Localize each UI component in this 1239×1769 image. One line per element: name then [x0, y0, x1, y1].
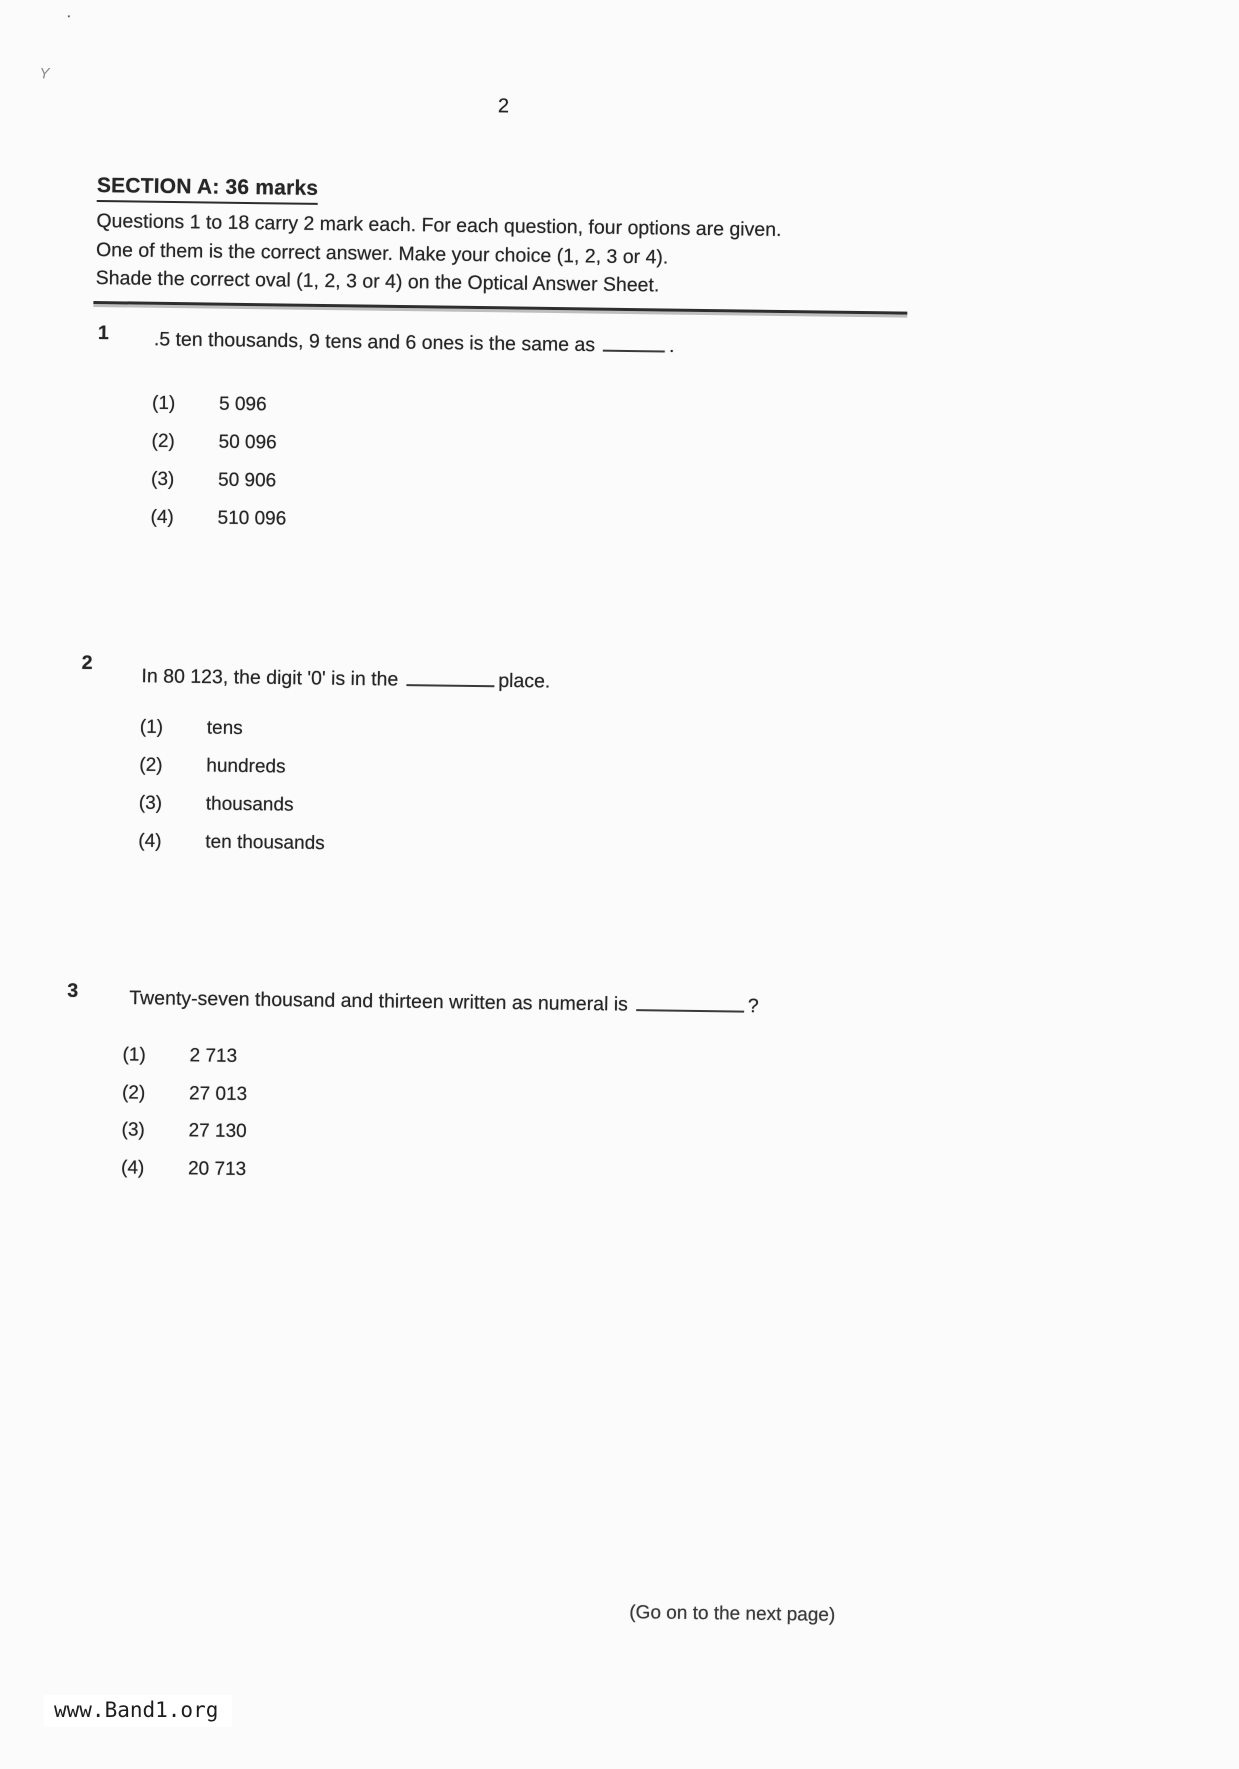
option-value: thousands: [205, 793, 294, 816]
question-number: 2: [81, 651, 93, 675]
option-row: [121, 1119, 247, 1158]
scan-artifact-mark: Y: [39, 65, 50, 83]
option-label: (3): [150, 468, 175, 491]
option-row: [150, 507, 286, 547]
question-text-before: In 80 123, the digit '0' is in the: [141, 665, 399, 691]
option-value: 2 713: [189, 1045, 238, 1067]
option-row: [151, 431, 287, 471]
answer-blank: [406, 665, 494, 687]
option-label: (2): [121, 1081, 146, 1104]
instruction-line: One of them is the correct answer. Make your choice (1, 2, 3 or 4).: [95, 238, 669, 269]
option-label: (4): [150, 506, 174, 529]
option-label: (3): [121, 1119, 145, 1141]
question-text: [154, 325, 675, 358]
question-text: [129, 984, 759, 1019]
next-page-note: (Go on to the next page): [629, 1602, 836, 1626]
option-row: [151, 469, 287, 509]
option-row: [152, 393, 288, 433]
divider-line: [93, 301, 907, 315]
option-row: [121, 1157, 247, 1196]
option-label: (2): [139, 754, 163, 776]
option-value: tens: [206, 717, 243, 739]
option-label: (3): [138, 792, 163, 814]
option-row: [138, 831, 325, 871]
question-2-options: [138, 717, 326, 871]
question-text-before: .5 ten thousands, 9 tens and 6 ones is the same as: [153, 328, 596, 357]
question-text-after: ?: [747, 995, 759, 1018]
question-text-before: Twenty-seven thousand and thirteen written as numeral is: [129, 987, 629, 1016]
option-value: 27 130: [188, 1120, 247, 1143]
option-value: 50 906: [217, 469, 277, 492]
option-row: [122, 1082, 248, 1121]
question-3-options: [121, 1044, 248, 1196]
question-number: 1: [97, 322, 109, 345]
section-instructions: [96, 207, 927, 303]
scan-artifact-dot: ·: [66, 7, 72, 25]
instruction-line: Shade the correct oval (1, 2, 3 or 4) on the Optical Answer Sheet.: [95, 267, 660, 297]
question-1-options: [150, 393, 288, 547]
option-value: 27 013: [188, 1082, 248, 1105]
section-heading: SECTION A: 36 marks: [97, 174, 319, 205]
option-row: [138, 793, 325, 833]
option-label: (1): [139, 716, 164, 738]
option-value: ten thousands: [205, 831, 325, 855]
page-number: 2: [497, 95, 510, 118]
option-label: (4): [138, 830, 162, 852]
option-row: [139, 755, 326, 795]
option-label: (1): [122, 1044, 146, 1066]
option-value: hundreds: [206, 755, 286, 778]
answer-blank: [603, 331, 665, 352]
option-value: 5 096: [218, 393, 267, 416]
option-label: (2): [151, 430, 175, 453]
answer-blank: [636, 990, 744, 1012]
option-row: [139, 717, 326, 757]
site-watermark: www.Band1.org: [44, 1695, 232, 1727]
option-value: 510 096: [217, 507, 287, 530]
option-row: [122, 1044, 248, 1083]
option-value: 50 096: [218, 431, 277, 454]
instruction-line: Questions 1 to 18 carry 2 mark each. For each question, four options are given.: [96, 210, 782, 241]
question-text: [141, 656, 550, 694]
question-text-after: .: [668, 335, 675, 358]
option-label: (1): [151, 392, 176, 415]
question-number: 3: [67, 979, 79, 1002]
question-text-after: place.: [498, 669, 551, 693]
option-value: 20 713: [187, 1157, 247, 1180]
option-label: (4): [120, 1156, 145, 1179]
